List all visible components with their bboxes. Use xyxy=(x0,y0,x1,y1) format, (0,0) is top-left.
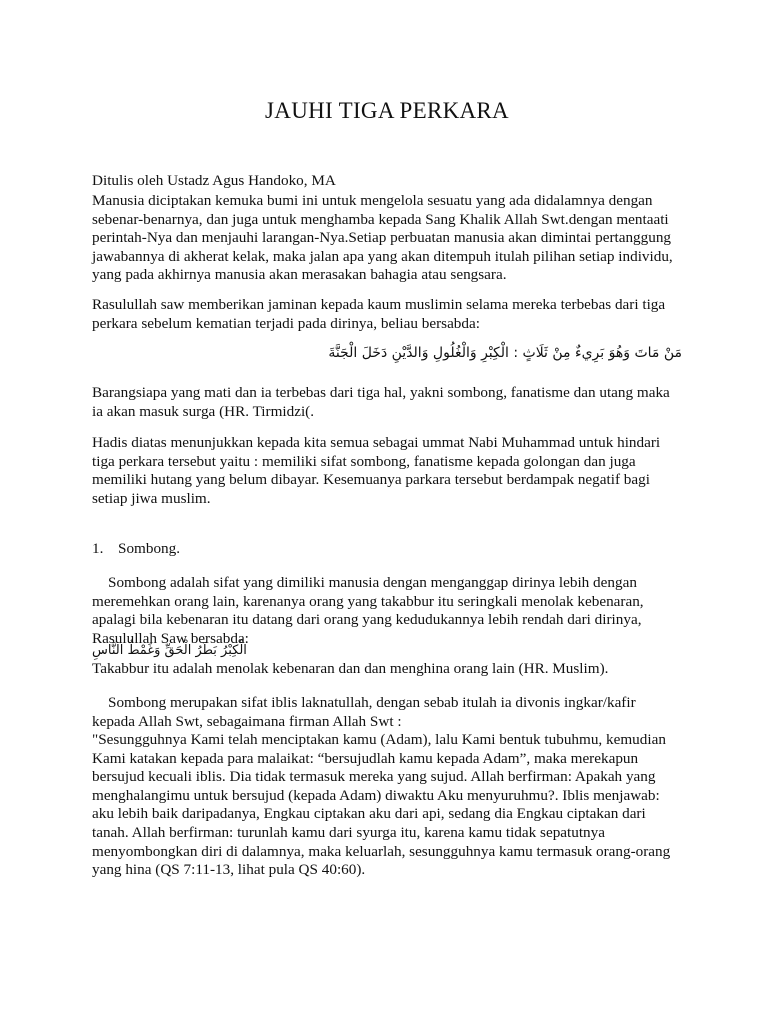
hadith-translation-2: Takabbur itu adalah menolak kebenaran dan dan menghina orang lain (HR. Muslim). xyxy=(92,660,609,677)
sombong-paragraph-2: Sombong merupakan sifat iblis laknatullah, dengan sebab itulah ia divonis ingkar/kafir kepada Allah Swt, sebagaimana firman Allah Swt : xyxy=(92,694,636,730)
hadis-paragraph: Hadis diatas menunjukkan kepada kita semua sebagai ummat Nabi Muhammad untuk hindari tiga perkara tersebut yaitu : memiliki sifat sombong, fanatisme kepada golongan dan juga memiliki hutang yang belum dibayar. Kesemuanya parkara tersebut berdampak negatif bagi setiap jiwa muslim. xyxy=(92,434,661,507)
rasulullah-paragraph: Rasulullah saw memberikan jaminan kepada kaum muslimin selama mereka terbebas dari tiga perkara sebelum kematian terjadi pada dirinya, beliau bersabda: xyxy=(92,296,666,332)
section-number: 1. xyxy=(92,540,104,557)
intro-paragraph: Manusia diciptakan kemuka bumi ini untuk mengelola sesuatu yang ada didalamnya dengan sebenar-benarnya, dan juga untuk menghamba kepada Sang Khalik Allah Swt.dengan mentaati perintah-Nya dan menjauhi larangan-Nya.Setiap perbuatan manusia akan dimintai pertanggung jawabannya di akherat kelak, maka jalan apa yang akan ditempuh itulah pilihan setiap individu, yang pada akhirnya manusia akan merasakan bahagia atau sengsara. xyxy=(92,192,673,284)
quran-quote: "Sesungguhnya Kami telah menciptakan kamu (Adam), lalu Kami bentuk tubuhmu, kemudian Kami katakan kepada para malaikat: “bersujudlah kamu kepada Adam”, maka merekapun bersujud kecuali iblis. Dia tidak termasuk mereka yang sujud. Allah berfirman: Apakah yang menghalangimu untuk bersujud (kepada Adam) diwaktu Aku menyuruhmu?. Iblis menjawab: aku lebih baik daripadanya, Engkau ciptakan aku dari api, sedang dia Engkau ciptakan dari tanah. Allah berfirman: turunlah kamu dari syurga itu, karena kamu tidak sepatutnya menyombongkan diri di dalamnya, maka keluarlah, sesungguhnya kamu termasuk orang-orang yang hina (QS 7:11-13, lihat pula QS 40:60). xyxy=(92,731,671,879)
hadith-translation-1: Barangsiapa yang mati dan ia terbebas dari tiga hal, yakni sombong, fanatisme dan utang maka ia akan masuk surga (HR. Tirmidzi(. xyxy=(92,384,670,420)
hadith-arabic-1: مَنْ مَاتَ وَهُوَ بَرِيءٌ مِنْ ثَلَاثٍ : الْكِبْرِ وَالْغُلُولِ وَالدَّيْنِ دَخَلَ الْجَنَّةَ xyxy=(328,345,682,361)
section-heading-sombong xyxy=(92,540,682,559)
document-title: JAUHI TIGA PERKARA xyxy=(265,98,509,123)
sombong-paragraph-1: Sombong adalah sifat yang dimiliki manusia dengan menganggap dirinya lebih dengan meremehkan orang lain, karenanya orang yang takabbur itu seringkali menolak kebenaran, apalagi bila kebenaran itu datang dari orang yang kedudukannya lebih rendah dari dirinya, Rasulullah Saw bersabda: xyxy=(92,574,644,647)
section-title: Sombong. xyxy=(118,540,181,557)
author-line: Ditulis oleh Ustadz Agus Handoko, MA xyxy=(92,172,336,189)
hadith-arabic-2: الْكِبْرُ بَطَرُ الْحَقِّ وَغَمْطُ النَّاسِ xyxy=(92,643,247,658)
